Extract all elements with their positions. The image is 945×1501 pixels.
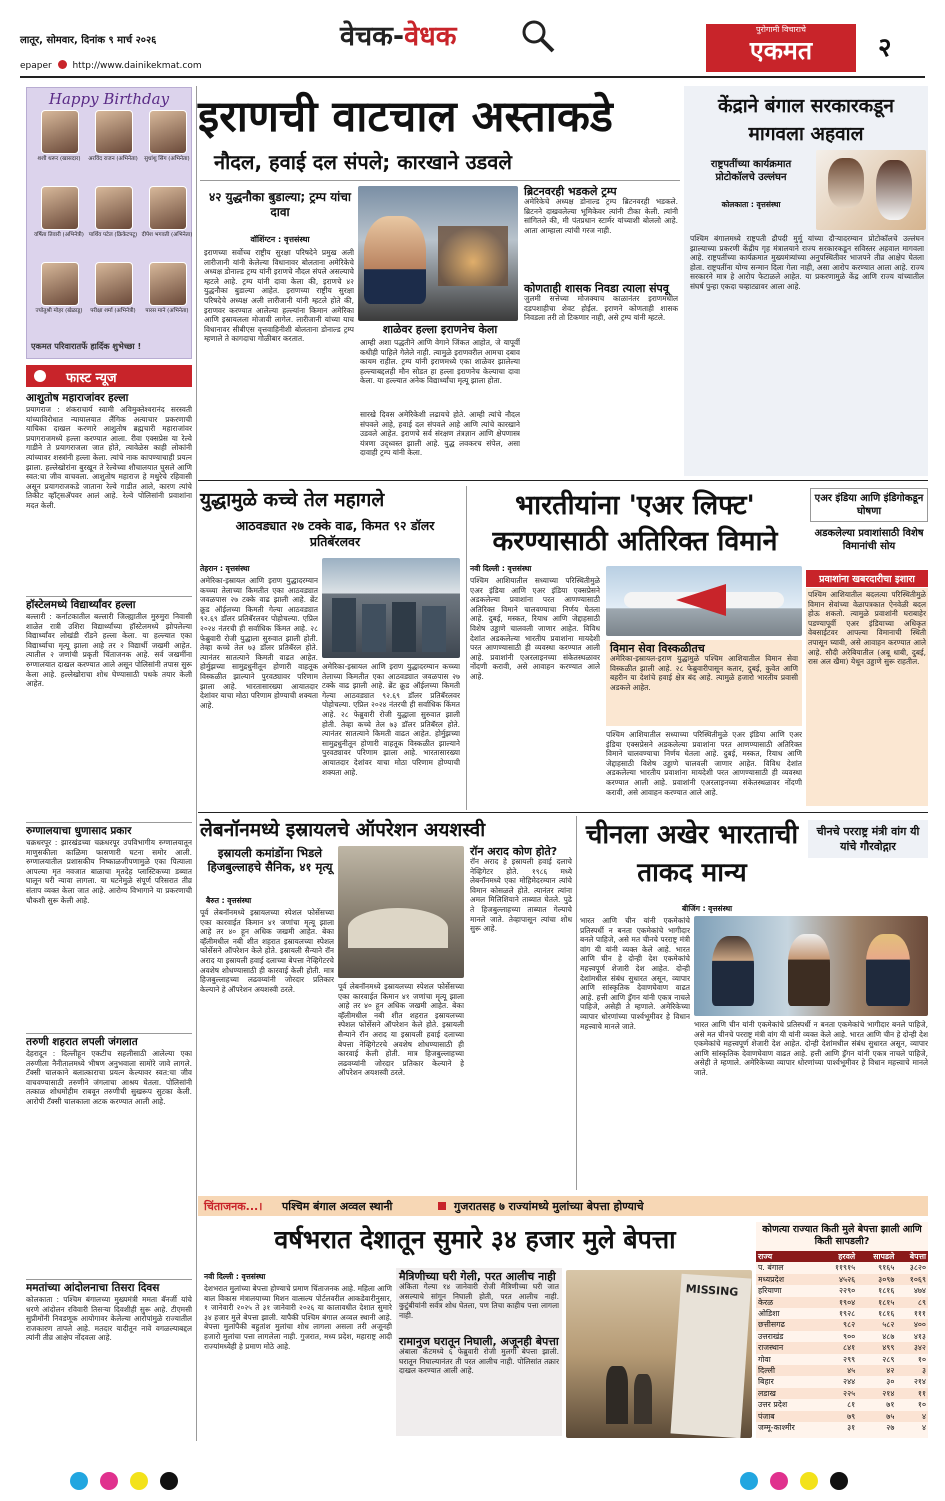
lead-body-col3: आम्ही अशा पद्धतीने आणि वेगाने जिंकत आहोत, जे यापूर्वी कधीही पाहिले गेलेले नाही. त्यामुळे इराणवरील आमचा दबाव कायम राहील. ट्रम्प यांनी इराणमध्ये एका शाळेवर झालेल्या हल्ल्याबद्दलही मौन सोडत हा हल्ला इराणनेच केल्याचा दावा केला. या हल्ल्यात अनेक विद्यार्थ्यांचा मृत्यू झाला होता.: [360, 338, 520, 386]
side-body: अमेरिकेचे अध्यक्ष डोनाल्ड ट्रम्प ब्रिटनवरही भडकले. ब्रिटनने दाखवलेल्या भूमिकेवर त्यांनी टीका केली. त्यांनी सांगितले की, मी पंतप्रधान स्टार्मर यांच्याशी बोललो आहे. आता आम्हाला त्यांची गरज नाही.: [524, 197, 678, 235]
table-cell: १०: [917, 1400, 926, 1410]
table-cell: प. बंगाल: [758, 1263, 784, 1273]
state-table-box: [756, 1222, 928, 1438]
masthead: [0, 0, 945, 80]
lead-body-col1: इराणच्या सर्वोच्च राष्ट्रीय सुरक्षा परिषदेने प्रमुख अली लारीजानी यांनी केलेल्या विधानावर बोलताना अमेरिकेचे अध्यक्ष डोनाल्ड ट्रम्प यांनी इराणचे नौदल संपले असल्याचे म्हटले आहे. ट्रम्प यांनी दावा केला की, इराणचे ४२ युद्धनौका बुडाल्या आहेत. इराणच्या राष्ट्रीय सुरक्षा परिषदेचे अध्यक्ष अली लारीजानी यांनी म्हटले होते की, इराणवर करण्यात आलेल्या हल्ल्यांना किमान अमेरिका आणि इस्रायलला मोजावी लागेल. लारीजानी यांच्या याच विधानावर सीबीएस वृत्तवाहिनीशी बोलताना डोनाल्ड ट्रम्प म्हणाले ते कागदाचा गोळीबार करतात.: [204, 248, 354, 344]
registration-dot-black: [160, 1472, 178, 1490]
table-cell: ५८२: [857, 1319, 896, 1330]
lead-body-col2: सारखे दिवस अमेरिकेशी लढायचे होते. आम्ही त्यांचे नौदल संपवले आहे, हवाई दल संपवले आहे आणि त्यांचे कारखाने उडवले आहेत. इराणचे सर्व संरक्षण तंत्रज्ञान आणि क्षेपणास्त्र यंत्रणा उद्ध्वस्त झाली आहे. युद्ध लवकरच संपेल, असा दावाही ट्रम्प यांनी केला.: [360, 410, 520, 458]
table-cell: ९००: [843, 1331, 856, 1341]
airlift-box-body: अमेरिका-इस्रायल-इराण युद्धामुळे पश्चिम आशियातील विमान सेवा विस्कळीत झाली आहे. २८ फेब्रुवारीपासून कतार, दुबई, कुवेत आणि बहरीन या देशांचे हवाई क्षेत्र बंद आहे. त्यामुळे हजारो भारतीय प्रवासी अडकले आहेत.: [610, 654, 798, 692]
china-body-cont: भारत आणि चीन यांनी एकमेकांचे प्रतिस्पर्धी न बनता एकमेकांचे भागीदार बनले पाहिजे, असे मत चीनचे परराष्ट्र मंत्री वांग यी यांनी व्यक्त केले आहे. भारत आणि चीन हे दोन्ही देश एकमेकांचे महत्त्वपूर्ण शेजारी देश आहेत. दोन्ही देशांमधील संबंध सुधारत असून, व्यापार आणि सांस्कृतिक देवाणघेवाण वाढत आहे. हत्ती आणि ड्रॅगन यांनी एकत्र नाचले पाहिजे, असेही ते म्हणाले. अमेरिकेच्या व्यापार धोरणांच्या पार्श्वभूमीवर हे विधान महत्त्वाचे मानले जाते.: [694, 1020, 928, 1077]
table-cell: छत्तीसगढ: [756, 1319, 819, 1330]
missing-poster-label: MISSING: [685, 1282, 739, 1299]
lebanon-dateline: बैरुत : वृत्तसंस्था: [206, 896, 252, 905]
table-row: [756, 1297, 928, 1308]
state-table: [756, 1251, 928, 1434]
bengal-dateline: कोलकाता : वृत्तसंस्था: [721, 200, 781, 209]
fast-news-head: आशुतोष महाराजांवर हल्ला: [26, 392, 129, 404]
table-cell: ३०९७: [857, 1274, 896, 1285]
table-row: [756, 1285, 928, 1296]
oil-headline: युद्धामुळे कच्चे तेल महागले: [200, 489, 385, 511]
table-cell: २२९०: [839, 1286, 856, 1296]
fast-news-item: [26, 1033, 192, 1273]
table-row: [756, 1319, 928, 1330]
birthday-name: अरविंद राजन (अभिनेता): [88, 156, 138, 162]
fast-news-head: रुग्णालयाचा धुणासाद प्रकार: [26, 825, 132, 837]
table-cell: लडाख: [756, 1388, 819, 1399]
table-row: [756, 1331, 928, 1342]
table-cell: हरियाणा: [758, 1286, 782, 1296]
table-row: [756, 1411, 928, 1422]
brand-tagline: पुरोगामी विचाराचे: [756, 25, 806, 34]
birthday-name: पार्थिव पटेल (क्रिकेटपटू): [88, 232, 138, 238]
table-header-cell: हरवले: [838, 1252, 856, 1261]
section-title: वेचक-वेधक: [340, 21, 457, 52]
bengal-subhead: राष्ट्रपतींच्या कार्यक्रमात प्रोटोकॉलचे उल्लंघन: [710, 159, 792, 183]
strip-text-2: गुजरातसह ७ राज्यांमध्ये मुलांच्या बेपत्ता होण्याचे: [454, 1200, 644, 1213]
china-side: चीनचे परराष्ट्र मंत्री वांग यी यांचे गौरवोद्गार: [808, 820, 928, 858]
epaper-label: epaper: [20, 61, 52, 71]
airlift-headline: भारतीयांना 'एअर लिफ्ट' करण्यासाठी अतिरिक्त विमाने: [492, 490, 778, 557]
table-row: [756, 1399, 928, 1410]
brand-name: एकमत: [749, 36, 813, 65]
china-headline: चीनला अखेर भारताची ताकद मान्य: [585, 820, 799, 888]
photo-caption: शाळेवर हल्ला इराणनेच केला: [382, 323, 498, 336]
missing-strip: [198, 1196, 928, 1216]
table-cell: ४५: [819, 1365, 857, 1376]
epaper-url[interactable]: http://www.dainikekmat.com: [72, 61, 202, 71]
side-head-2: कोणताही शासक निवडा त्याला संपवू: [524, 282, 669, 295]
strip-text-1: पश्चिम बंगाल अव्वल स्थानी: [282, 1200, 393, 1213]
fast-news-item: [26, 1279, 192, 1429]
lead-side-box: [524, 186, 678, 476]
missing-box-head: मैत्रिणीच्या घरी गेली, परत आलीच नाही: [399, 1270, 556, 1283]
registration-dot-yellow: [130, 1472, 148, 1490]
table-cell: ७५: [857, 1411, 896, 1422]
fast-news-item: [26, 392, 192, 590]
registration-dot-yellow: [800, 1472, 818, 1490]
state-table-header: [756, 1251, 928, 1262]
airlift-side-1: एअर इंडिया आणि इंडिगोकडून घोषणा: [810, 488, 928, 522]
dateline: लातूर, सोमवार, दिनांक ९ मार्च २०२६: [20, 35, 157, 46]
leaders-photo: [694, 916, 928, 1016]
ron-arad-head: रॉन अराद कोण होते?: [470, 845, 558, 858]
table-row: [756, 1422, 928, 1433]
birthday-photo: [149, 110, 187, 154]
fast-news-body: बल्लारी : कर्नाटकातील बल्लारी जिल्ह्यातील मुरुमुरा निवासी शाळेत रात्री उशिरा विद्यार्थ्यांच्या हॉस्टेलमध्ये झोपलेल्या विद्यार्थ्यांवर लोखंडी रॉडने हल्ला केला. या हल्ल्यात एका विद्यार्थ्याचा मृत्यू झाला आहे तर २ विद्यार्थी जखमी आहेत. त्यातील २ जणांची प्रकृती चिंताजनक आहे. सर्व जखमींना रुग्णालयात दाखल करण्यात आले असून पोलिसांनी तपास सुरू केला आहे. हल्लेखोराचा शोध घेण्यासाठी पथके तयार केली आहेत.: [26, 612, 192, 689]
caution-head: प्रवाशांना खबरदारीचा इशारा: [806, 570, 928, 587]
table-cell: १८१६: [878, 1309, 895, 1319]
birthday-photo: [41, 262, 79, 306]
birthday-photo: [41, 186, 79, 230]
lead-headline: इराणची वाटचाल अस्ताकडे: [198, 92, 613, 142]
fast-news-head: ममतांच्या आंदोलनाचा तिसरा दिवस: [26, 1282, 160, 1294]
table-cell: १०६९: [896, 1274, 928, 1285]
table-cell: ३४२: [896, 1342, 928, 1353]
table-cell: ४९९: [857, 1342, 896, 1353]
airlift-side-2: अडकलेल्या प्रवाशांसाठी विशेष विमानांची सोय: [814, 528, 924, 552]
table-cell: ३८२०: [909, 1263, 926, 1273]
table-cell: १९२८: [839, 1309, 856, 1319]
table-cell: ४: [921, 1423, 926, 1433]
oil-body-cont: अमेरिका-इस्रायल आणि इराण युद्धादरम्यान कच्च्या तेलाच्या किमतीत एका आठवड्यात जवळपास २७ टक्के वाढ झाली आहे. ब्रेंट क्रूड ऑईलच्या किमती गेल्या आठवड्यात ९२.६९ डॉलर प्रतिबॅरलवर पोहोचल्या. एप्रिल २०२४ नंतरची ही सर्वाधिक किंमत आहे. २८ फेब्रुवारी रोजी युद्धाला सुरुवात झाली होती. तेव्हा कच्चे तेल ७३ डॉलर प्रतिबॅरल होते. त्यानंतर सातत्याने किमती वाढत आहेत. होर्मुझच्या सामुद्रधुनीतून होणारी वाहतूक विस्कळीत झाल्याने पुरवठ्यावर परिणाम झाला आहे. भारतासारख्या आयातदार देशांवर याचा मोठा परिणाम होण्याची शक्यता आहे.: [322, 662, 460, 777]
fast-news-list: [26, 392, 192, 1437]
table-row: [756, 1262, 928, 1273]
birthday-name: ज्योतुश्री मोहर (खेळाडू): [35, 308, 83, 314]
table-row: [756, 1365, 928, 1376]
missing-dateline: नवी दिल्ली : वृत्तसंस्था: [204, 1272, 266, 1281]
table-cell: ९१६५: [878, 1263, 895, 1273]
lead-subhead: नौदल, हवाई दल संपले; कारखाने उडवले: [214, 150, 512, 174]
state-table-title: कोणत्या राज्यात किती मुले बेपत्ता झाली आणि किती सापडली?: [762, 1224, 922, 1247]
brand-logo: [706, 24, 856, 72]
side-head: ब्रिटनवरही भडकले ट्रम्प: [524, 185, 617, 198]
table-cell: ११९१५: [834, 1263, 856, 1273]
airlift-box: [606, 640, 802, 726]
trump-photo: [358, 186, 518, 321]
oil-dateline: तेहरान : वृत्तसंस्था: [200, 564, 250, 573]
table-cell: २१४: [857, 1388, 896, 1399]
fast-news-body: कोलकाता : पश्चिम बंगालच्या मुख्यमंत्री ममता बॅनर्जी यांचे धरणे आंदोलन रविवारी तिसऱ्या दिवशीही सुरू आहे. टीएमसी सुप्रीमोंनी निवडणूक आयोगावर केलेल्या आरोपांमुळे राज्यातील राजकारण तापले आहे. मतदार यादीतून नावे वगळल्याबद्दल त्यांनी तीव्र आक्षेप नोंदवला आहे.: [26, 1295, 192, 1343]
birthday-photo: [95, 262, 133, 306]
oil-body: अमेरिका-इस्रायल आणि इराण युद्धादरम्यान कच्च्या तेलाच्या किमतीत एका आठवड्यात जवळपास २७ टक्के वाढ झाली आहे. ब्रेंट क्रूड ऑईलच्या किमती गेल्या आठवड्यात ९२.६९ डॉलर प्रतिबॅरलवर पोहोचल्या. एप्रिल २०२४ नंतरची ही सर्वाधिक किंमत आहे. २८ फेब्रुवारी रोजी युद्धाला सुरुवात झाली होती. तेव्हा कच्चे तेल ७३ डॉलर प्रतिबॅरल होते. त्यानंतर सातत्याने किमती वाढत आहेत. होर्मुझच्या सामुद्रधुनीतून होणारी वाहतूक विस्कळीत झाल्याने पुरवठ्यावर परिणाम झाला आहे. भारतासारख्या आयातदार देशांवर याचा मोठा परिणाम होण्याची शक्यता आहे.: [200, 576, 318, 710]
fast-news-head: हॉस्टेलमध्ये विद्यार्थ्यांवर हल्ला: [26, 599, 136, 611]
registration-dot-cyan: [70, 1472, 88, 1490]
missing-box: [396, 1268, 562, 1436]
table-cell: २२५: [819, 1388, 857, 1399]
fast-news-banner: [26, 365, 192, 387]
birthday-name: सुधांशु सिंग (अभिनेता): [144, 156, 190, 162]
table-cell: २८९: [882, 1354, 895, 1364]
birthday-name: परीक्षा शर्मा (अभिनेत्री): [90, 308, 136, 314]
fast-news-body: देहरादून : दिल्लीहून एकटीच सहलीसाठी आलेल्या एका तरुणीला नैनीतालमध्ये भीषण अनुभवाला सामोरे जावे लागले. टॅक्सी चालकाने बलात्काराचा प्रयत्न केल्यावर स्वत:चा जीव वाचवण्यासाठी तरुणीने जंगलाचा आश्रय घेतला. पोलिसांनी तत्काळ शोधमोहीम राबवून तरुणीची सुखरूप सुटका केली. आरोपी टॅक्सी चालकाला अटक करण्यात आली आहे.: [26, 1049, 192, 1106]
registration-dot-cyan: [740, 1472, 758, 1490]
table-cell: ८४१: [819, 1342, 857, 1353]
side-body-2: जुलमी सत्तेच्या मोजक्याच काळानंतर इराणमधील दडपशाहीचा शेवट होईल. इराणने कोणताही शासक निवडला तरी तो टिकणार नाही, असे ट्रम्प यांनी म्हटले.: [524, 294, 678, 323]
table-row: [756, 1388, 928, 1399]
table-cell: २७: [886, 1423, 895, 1433]
ron-arad-box: [470, 846, 572, 1188]
airlift-box-head: विमान सेवा विस्कळीतच: [610, 642, 705, 655]
missing-headline: वर्षभरात देशातून सुमारे ३४ हजार मुले बेपत्ता: [274, 1225, 676, 1254]
birthday-photo: [149, 186, 187, 230]
lebanon-headline: लेबनॉनमध्ये इस्रायलचे ऑपरेशन अयशस्वी: [200, 819, 486, 841]
table-cell: २४४: [843, 1377, 856, 1387]
table-cell: १११: [913, 1309, 926, 1319]
birthday-name: वर्षिता तिवारी (अभिनेत्री): [34, 232, 84, 238]
page-number: २: [878, 33, 892, 63]
fast-news-body: प्रयागराज : शंकराचार्य स्वामी अविमुक्तेश्वरानंद सरस्वती यांच्याविरोधात न्यायालयात लैंगिक अत्याचार प्रकरणाची याचिका दाखल करणारे आशुतोष ब्रह्मचारी महाराजांवर प्रयागराजमध्ये हल्ला करण्यात आला. रीवा एक्सप्रेस या रेल्वे गाडीने ते प्रयागराजला जात होते, त्यावेळेस काही लोकांनी त्यांच्यावर शस्त्रांनी हल्ला केला. त्यांचे नाक कापण्याचाही प्रयत्न झाला. हल्लेखोरांना बुरखून ते रेल्वेच्या शौचालयात घुसले आणि स्वत:चा जीव वाचवला. आशुतोष महाराज हे मथुरेचे रहिवासी असून प्रयागराजकडे जाताना रेल्वे गाडीत आले, कारण त्यांचे तिकीट व्हॉट्सॲपवर आलं आहे. रेल्वे पोलिसांनी प्रवाशांना मदत केली.: [26, 405, 192, 510]
lebanon-body: पूर्व लेबनॉनमध्ये इस्रायलच्या स्पेशल फोर्सेसच्या एका कारवाईत किमान ४१ जणांचा मृत्यू झाला आहे तर ४० हून अधिक जखमी आहेत. बेका व्हॅलीमधील नबी शीत शहरात इस्रायलच्या स्पेशल फोर्सेसने ऑपरेशन केले होते. इस्रायली सैन्याने रॉन अराद या इस्रायली हवाई दलाच्या बेपत्ता नेव्हिगेटरचे अवशेष शोधण्यासाठी ही कारवाई केली होती. मात्र हिजबुल्लाहच्या लढवय्यांनी जोरदार प्रतिकार केल्याने हे ऑपरेशन अयशस्वी ठरले.: [200, 908, 334, 994]
table-cell: ४७४: [913, 1286, 926, 1296]
table-cell: ११: [896, 1388, 928, 1399]
table-cell: पंजाब: [756, 1411, 819, 1422]
oil-barrels-photo: [322, 558, 460, 658]
registration-dot-black: [830, 1472, 848, 1490]
lebanon-kicker: इस्रायली कमांडोंना भिडले हिजबुल्लाहचे सैनिक, ४१ मृत्यू: [207, 846, 333, 874]
table-cell: ८१: [847, 1400, 856, 1410]
birthday-name: दीपेश भगवती (अभिनेता): [141, 232, 193, 238]
lead-kicker: ४२ युद्धनौका बुडाल्या; ट्रम्प यांचा दावा: [208, 190, 352, 219]
fast-news-icon: [34, 370, 46, 382]
fast-news-item: [26, 596, 192, 816]
rubble-photo: [338, 846, 464, 978]
table-cell: ३१: [847, 1423, 856, 1433]
strip-label: चिंताजनक...।: [204, 1200, 263, 1213]
lebanon-body-cont: पूर्व लेबनॉनमध्ये इस्रायलच्या स्पेशल फोर्सेसच्या एका कारवाईत किमान ४१ जणांचा मृत्यू झाला आहे तर ४० हून अधिक जखमी आहेत. बेका व्हॅलीमधील नबी शीत शहरात इस्रायलच्या स्पेशल फोर्सेसने ऑपरेशन केले होते. इस्रायली सैन्याने रॉन अराद या इस्रायली हवाई दलाच्या बेपत्ता नेव्हिगेटरचे अवशेष शोधण्यासाठी ही कारवाई केली होती. मात्र हिजबुल्लाहच्या लढवय्यांनी जोरदार प्रतिकार केल्याने हे ऑपरेशन अयशस्वी ठरले.: [338, 982, 464, 1078]
table-cell: २१४: [913, 1377, 926, 1387]
table-cell: राजस्थान: [756, 1342, 819, 1353]
birthday-photo: [95, 110, 133, 154]
birthday-name: पारस माने (अभिनेता): [145, 308, 189, 314]
table-row: [756, 1274, 928, 1285]
birthday-wishes: एकमत परिवारातर्फे हार्दिक शुभेच्छा !: [31, 341, 142, 351]
missing-photo: [566, 1270, 752, 1438]
missing-box-body-2: अंबाला कँटमध्ये ६ फेब्रुवारी रोजी मुलगी बेपत्ता झाली. घरातून निघाल्यानंतर ती परत आलीच नाही. पोलिसांत तक्रार दाखल करण्यात आली आहे.: [399, 1347, 559, 1376]
bengal-headline: केंद्राने बंगाल सरकारकडून मागवला अहवाल: [718, 95, 894, 145]
table-cell: बिहार: [758, 1377, 774, 1387]
table-row: [756, 1354, 928, 1365]
table-cell: ३०: [886, 1377, 895, 1387]
strip-bullet: [438, 1202, 446, 1210]
table-cell: ४२: [857, 1365, 896, 1376]
airlift-body: पश्चिम आशियातील सध्याच्या परिस्थितीमुळे एअर इंडिया आणि एअर इंडिया एक्सप्रेसने अडकलेल्या प्रवाशांना परत आणण्यासाठी अतिरिक्त विमाने चालवण्याचा निर्णय घेतला आहे. दुबई, मस्कत, रियाध आणि जेद्दाहसाठी विशेष उड्डाणे चालवली जाणार आहेत. विविध देशांत अडकलेल्या भारतीय प्रवाशांना मायदेशी परत आणण्यासाठी ही व्यवस्था करण्यात आली आहे. प्रवाशांनी एअरलाइनच्या संकेतस्थळावर नोंदणी करावी, असे आवाहन करण्यात आले आहे.: [470, 576, 600, 681]
table-cell: दिल्ली: [756, 1365, 819, 1376]
table-row: [756, 1308, 928, 1319]
bengal-body: पश्चिम बंगालमध्ये राष्ट्रपती द्रौपदी मुर्मू यांच्या दौऱ्यादरम्यान प्रोटोकॉलचे उल्लंघन झाल्याच्या प्रकरणी केंद्रीय गृह मंत्रालयाने राज्य सरकारकडून सविस्तर अहवाल मागवला आहे. राष्ट्रपतींच्या कार्यक्रमात मुख्यमंत्र्यांच्या अनुपस्थितीवर भाजपने तीव्र आक्षेप घेतला होता. राष्ट्रपतींना योग्य सन्मान दिला गेला नाही, असा आरोप करण्यात आला आहे. राज्य सरकारने मात्र हे आरोप फेटाळले आहेत. या प्रकरणामुळे केंद्र आणि राज्य यांच्यातील संघर्ष पुन्हा एकदा चव्हाट्यावर आला आहे.: [690, 234, 924, 291]
table-cell: १९०४: [819, 1297, 857, 1308]
epaper-row: [20, 60, 202, 71]
globe-icon: [58, 60, 67, 69]
table-cell: ओडिशा: [758, 1309, 780, 1319]
table-cell: ७१: [886, 1400, 895, 1410]
table-header-cell: राज्य: [758, 1252, 773, 1261]
table-cell: ३: [896, 1365, 928, 1376]
registration-dot-magenta: [100, 1472, 118, 1490]
birthday-photo: [41, 110, 79, 154]
airplane-photo: [606, 566, 802, 636]
fast-news-body: चक्रधरपूर : झारखंडच्या चक्रधरपूर उपविभागीय रुग्णालयातून माणुसकीला काळिमा फासणारी घटना समोर आली. रुग्णालयातील प्रशासकीय निष्काळजीपणामुळे एका पित्याला आपल्या मृत नवजात बाळाचा मृतदेह प्लास्टिकच्या डब्यात घालून घरी न्यावा लागला. या घटनेमुळे संपूर्ण परिसरात तीव्र संताप व्यक्त केला जात आहे. आरोग्य विभागाने या प्रकरणाची चौकशी सुरू केली आहे.: [26, 838, 192, 905]
fast-news-item: [26, 822, 192, 1027]
table-cell: १८१५: [857, 1297, 896, 1308]
birthday-name: शशी थरूर (खासदार): [37, 156, 81, 162]
table-cell: मध्यप्रदेश: [756, 1274, 819, 1285]
birthday-title: Happy Birthday: [48, 90, 170, 108]
table-cell: १०: [917, 1354, 926, 1364]
ron-arad-body: रॉन अराद हे इस्रायली हवाई दलाचे नेव्हिगेटर होते. १९८६ मध्ये लेबनॉनमध्ये एका मोहिमेदरम्यान त्यांचे विमान कोसळले होते. त्यानंतर त्यांना अमल मिलिशियाने ताब्यात घेतले. पुढे ते हिजबुल्लाहच्या ताब्यात गेल्याचे मानले जाते. तेव्हापासून त्यांचा शोध सुरू आहे.: [470, 857, 572, 934]
china-body: भारत आणि चीन यांनी एकमेकांचे प्रतिस्पर्धी न बनता एकमेकांचे भागीदार बनले पाहिजे, असे मत चीनचे परराष्ट्र मंत्री वांग यी यांनी व्यक्त केले आहे. भारत आणि चीन हे दोन्ही देश एकमेकांचे महत्त्वपूर्ण शेजारी देश आहेत. दोन्ही देशांमधील संबंध सुधारत असून, व्यापार आणि सांस्कृतिक देवाणघेवाण वाढत आहे. हत्ती आणि ड्रॅगन यांनी एकत्र नाचले पाहिजे, असेही ते म्हणाले. अमेरिकेच्या व्यापार धोरणांच्या पार्श्वभूमीवर हे विधान महत्त्वाचे मानले जाते.: [580, 916, 690, 1031]
table-cell: ४८७: [882, 1331, 895, 1341]
table-cell: ७९: [819, 1411, 857, 1422]
table-cell: ४: [896, 1411, 928, 1422]
table-cell: गोवा: [758, 1354, 771, 1364]
missing-box-head-2: रामानुज घरातून निघाली, अजूनही बेपत्ता: [399, 1335, 559, 1348]
missing-body: देशभरात मुलांच्या बेपत्ता होण्याचे प्रमाण चिंताजनक आहे. महिला आणि बाल विकास मंत्रालयाच्या मिशन वात्सल्य पोर्टलवरील आकडेवारीनुसार, १ जानेवारी २०२५ ते ३१ जानेवारी २०२६ या कालावधीत देशात सुमारे ३४ हजार मुले बेपत्ता झाली. यापैकी पश्चिम बंगाल अव्वल स्थानी आहे. बेपत्ता मुलांपैकी बहुतांश मुलांचा शोध लागला असला तरी अजूनही हजारो मुलांचा पत्ता लागलेला नाही. गुजरात, मध्य प्रदेश, महाराष्ट्र आदी राज्यांमध्येही हे प्रमाण मोठे आहे.: [204, 1284, 392, 1351]
table-cell: ९८२: [819, 1319, 857, 1330]
table-cell: केरळ: [756, 1297, 819, 1308]
table-row: [756, 1342, 928, 1353]
missing-box-body: अंकिता गेल्या १४ जानेवारी रोजी मैत्रिणीच्या घरी जात असल्याचे सांगून निघाली होती, परत आलीच नाही. कुटुंबीयांनी सर्वत्र शोध घेतला, पण तिचा काहीच पत्ता लागला नाही.: [399, 1282, 559, 1320]
magnifier-icon: [520, 18, 556, 54]
birthday-photo: [149, 262, 187, 306]
table-cell: ८९: [896, 1297, 928, 1308]
table-cell: १८१६: [878, 1286, 895, 1296]
table-cell: जम्मू-काश्मीर: [758, 1423, 795, 1433]
fast-news-title: फास्ट न्यूज: [66, 371, 117, 386]
table-cell: ४००: [896, 1319, 928, 1330]
airlift-dateline: नवी दिल्ली : वृत्तसंस्था: [470, 564, 532, 573]
table-cell: उत्तर प्रदेश: [758, 1400, 788, 1410]
table-cell: ४१३: [913, 1331, 926, 1341]
birthday-box: [26, 87, 192, 359]
table-cell: उत्तराखंड: [758, 1331, 784, 1341]
caution-body: पश्चिम आशियातील बदलत्या परिस्थितीमुळे विमान सेवांच्या वेळापत्रकात ऐनवेळी बदल होऊ शकतो. त्यामुळे प्रवाशांनी घराबाहेर पडण्यापूर्वी एअर इंडियाच्या अधिकृत वेबसाईटवर आपल्या विमानाची स्थिती तपासून घ्यावी, असे आवाहन करण्यात आले आहे. सौदी अरेबियातील (अबू धाबी, दुबई, रास अल खैमा) येथून उड्डाणे सुरू राहतील.: [806, 588, 928, 806]
birthday-photo: [95, 186, 133, 230]
table-cell: २९९: [843, 1354, 856, 1364]
president-photo: [816, 150, 926, 230]
lead-dateline: वॉशिंग्टन : वृत्तसंस्था: [250, 235, 310, 244]
table-cell: ४५२६: [819, 1274, 857, 1285]
oil-subhead: आठवड्यात २७ टक्के वाढ, किमत ९२ डॉलर प्रतिबॅरलवर: [235, 518, 435, 549]
registration-dot-magenta: [770, 1472, 788, 1490]
table-header-cell: बेपत्ता: [909, 1252, 926, 1261]
table-header-cell: सापडले: [873, 1252, 895, 1261]
china-dateline: बीजिंग : वृत्तसंस्था: [682, 904, 733, 913]
fast-news-head: तरुणी शहरात लपली जंगलात: [26, 1036, 138, 1048]
table-row: [756, 1376, 928, 1387]
airlift-body-cont: पश्चिम आशियातील सध्याच्या परिस्थितीमुळे एअर इंडिया आणि एअर इंडिया एक्सप्रेसने अडकलेल्या प्रवाशांना परत आणण्यासाठी अतिरिक्त विमाने चालवण्याचा निर्णय घेतला आहे. दुबई, मस्कत, रियाध आणि जेद्दाहसाठी विशेष उड्डाणे चालवली जाणार आहेत. विविध देशांत अडकलेल्या भारतीय प्रवाशांना मायदेशी परत आणण्यासाठी ही व्यवस्था करण्यात आली आहे. प्रवाशांनी एअरलाइनच्या संकेतस्थळावर नोंदणी करावी, असे आवाहन करण्यात आले आहे.: [606, 730, 802, 797]
